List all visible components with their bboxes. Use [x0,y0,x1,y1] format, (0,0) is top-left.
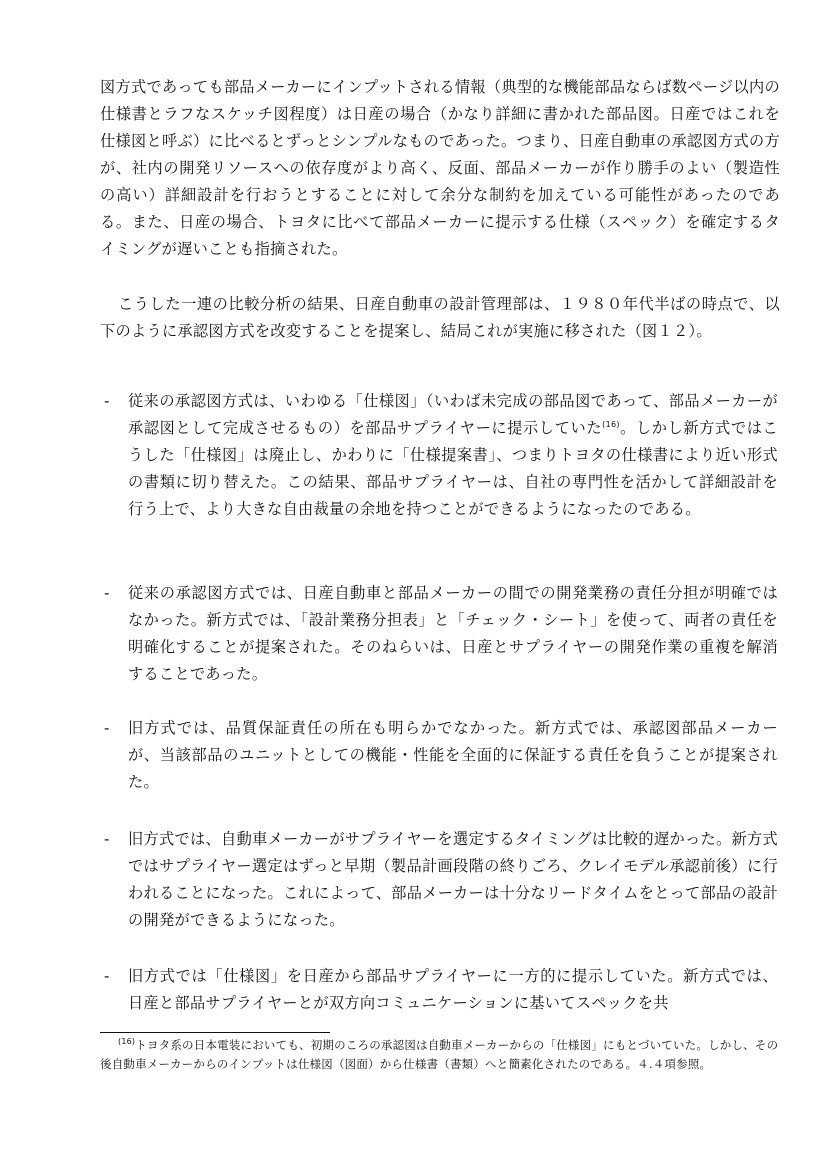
bullet-text [128,388,778,523]
body-paragraph-1: 図方式であっても部品メーカーにインプットされる情報（典型的な機能部品ならば数ページ以内の仕様書とラフなスケッチ図程度）は日産の場合（かなり詳細に書かれた部品図。日産ではこれを仕様図と呼ぶ）に比べるとずっとシンプルなものであった。つまり、日産自動車の承認図方式の方が、社内の開発リソースへの依存度がより高く、反面、部品メーカーが作り勝手のよい（製造性の高い）詳細設計を行おうとすることに対して余分な制約を加えている可能性があったのである。また、日産の場合、トヨタに比べて部品メーカーに提示する仕様（スペック）を確定するタイミングが遅いことも指摘された。 [100,78,780,258]
footnote-divider [100,1032,330,1033]
footnote-reference: (16) [602,419,620,429]
footnote-text: トヨタ系の日本電装においても、初期のころの承認図は自動車メーカーからの「仕様図」にもとづいていた。しかし、その後自動車メーカーからのインプットは仕様図（図面）から仕様書（書類）へと簡素化されたのである。４.４項参照。 [100,1038,779,1071]
bullet-text: 旧方式では、自動車メーカーがサプライヤーを選定するタイミングは比較的遅かった。新方式ではサプライヤー選定はずっと早期（製品計画段階の終りごろ、クレイモデル承認前後）に行われることになった。これによって、部品メーカーは十分なリードタイムをとって部品の設計の開発ができるようになった。 [128,830,778,929]
footnote-mark: (16) [118,1037,136,1047]
bullet-dash: - [104,719,110,737]
bullet-dash: - [104,584,110,602]
bullet-text: 従来の承認図方式では、日産自動車と部品メーカーの間での開発業務の責任分担が明確ではなかった。新方式では、「設計業務分担表」と「チェック・シート」を使って、両者の責任を明確化することが提案された。そのねらいは、日産とサプライヤーの開発作業の重複を解消することであった。 [128,584,778,683]
bullet-text: 旧方式では、品質保証責任の所在も明らかでなかった。新方式では、承認図部品メーカーが、当該部品のユニットとしての機能・性能を全面的に保証する責任を負うことが提案された。 [128,719,778,791]
bullet-dash: - [104,392,110,410]
bullet-text-after-ref: 。しかし新方式ではこうした「仕様図」は廃止し、かわりに「仕様提案書」、つまりトヨタの仕様書により近い形式の書類に切り替えた。この結果、部品サプライヤーは、自社の専門性を活かして詳細設計を行う上で、より大きな自由裁量の余地を持つことができるようになったのである。 [128,419,779,518]
footnote [100,1036,780,1074]
bullet-text: 旧方式では「仕様図」を日産から部品サプライヤーに一方的に提示していた。新方式では、日産と部品サプライヤーとが双方向コミュニケーションに基いてスペックを共 [128,967,778,1012]
bullet-dash: - [104,967,110,985]
bullet-dash: - [104,830,110,848]
body-paragraph-2: こうした一連の比較分析の結果、日産自動車の設計管理部は、１９８０年代半ばの時点で、以下のように承認図方式を改変することを提案し、結局これが実施に移された（図１２）。 [100,295,780,340]
bullet-text-before-ref: 従来の承認図方式は、いわゆる「仕様図」（いわば未完成の部品図であって、部品メーカーが承認図として完成させるもの）を部品サプライヤーに提示していた [128,392,778,437]
